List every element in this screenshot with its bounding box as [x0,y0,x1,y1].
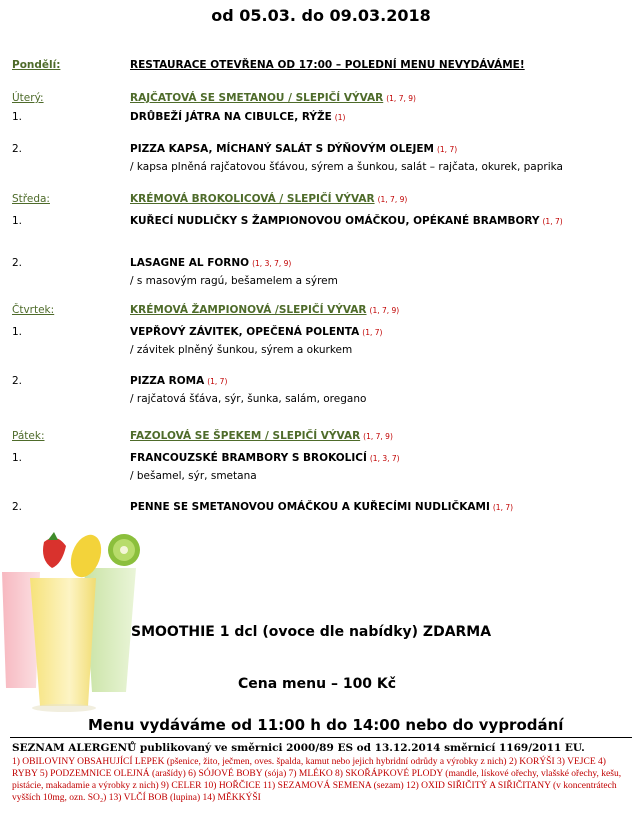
dish-allergens: (1, 7) [207,377,228,386]
dish [130,326,382,338]
dish-name: VEPŘOVÝ ZÁVITEK, OPEČENÁ POLENTA [130,326,360,338]
soup-allergens: (1, 7, 9) [363,432,393,441]
item-number: 2. [12,375,23,387]
soup-name: FAZOLOVÁ SE ŠPEKEM / SLEPIČÍ VÝVAR [130,430,361,442]
day-label-wednesday: Středa: [12,193,50,205]
dish-name: KUŘECÍ NUDLIČKY S ŽAMPIONOVOU OMÁČKOU, OPÉKANÉ BRAMBORY [130,215,540,227]
dish-description: / bešamel, sýr, smetana [130,470,257,482]
soup-wednesday [130,193,407,205]
menu-price: Cena menu – 100 Kč [238,676,397,692]
item-number: 2. [12,143,23,155]
soup-name: KRÉMOVÁ BROKOLICOVÁ / SLEPIČÍ VÝVAR [130,193,375,205]
dish [130,215,563,227]
soup-allergens: (1, 7, 9) [377,195,408,204]
dish-allergens: (1, 7) [542,217,563,226]
dish-allergens: (1, 7) [492,503,514,512]
strawberry-icon [43,538,66,568]
dish-name: FRANCOUZSKÉ BRAMBORY S BROKOLICÍ [130,452,367,464]
dish [130,375,227,387]
dish [130,111,345,123]
day-label-monday: Pondělí: [12,59,61,71]
dish [130,501,513,513]
page-title: od 05.03. do 09.03.2018 [211,6,431,25]
dish-name: PIZZA ROMA [130,375,205,387]
dish [130,257,291,269]
item-number: 1. [12,215,23,227]
item-number: 1. [12,111,23,123]
yellow-smoothie-glass [30,578,96,706]
dish-allergens: (1, 3, 7, 9) [252,259,292,268]
item-number: 2. [12,257,23,269]
dish-description: / s masovým ragú, bešamelem a sýrem [130,275,338,287]
dish-allergens: (1, 7) [436,145,458,154]
dish-name: PENNE SE SMETANOVOU OMÁČKOU A KUŘECÍMI NUDLIČKAMI [130,501,490,513]
allergen-list: 1) OBILOVINY OBSAHUJÍCÍ LEPEK (pšenice, žito, ječmen, oves. špalda, kamut nebo jejich hybridní odrůdy a výrobky z nich) 2) KORÝŠI 3) VEJCE 4) RYBY 5) PODZEMNICE OLEJNÁ (arašídy) 6) SÓJOVÉ BOBY (sója) 7) MLÉKO 8) SKOŘÁPKOVÉ PLODY (mandle, lískové ořechy, vlašské ořechy, kešu, pistácie, makadamie a výrobky z nich) 9) CELER 10) HOŘČICE 11) SEZAMOVÁ SEMENA (sezam) 12) OXID SIŘIČITÝ A SIŘIČITANY (v koncentrátech vyšších 10mg, ozn. SO₂) 13) VLČÍ BOB (lupina) 14) MĚKKÝŠI [12,757,622,803]
smoothie-offer: SMOOTHIE 1 dcl (ovoce dle nabídky) ZDARMA [131,624,492,640]
smoothie-glasses-image [0,520,150,720]
item-number: 1. [12,326,23,338]
dish-description: / rajčatová šťáva, sýr, šunka, salám, oregano [130,393,367,405]
dish-description: / závitek plněný šunkou, sýrem a okurkem [130,344,353,356]
divider [10,737,632,738]
soup-friday [130,430,393,442]
dish-name: LASAGNE AL FORNO [130,257,250,269]
dish [130,452,400,464]
serving-hours: Menu vydáváme od 11:00 h do 14:00 nebo do vyprodání [88,716,564,734]
soup-tuesday [130,92,416,104]
dish [130,143,457,155]
soup-name: RAJČATOVÁ SE SMETANOU / SLEPIČÍ VÝVAR [130,92,384,104]
dish-allergens: (1, 3, 7) [369,454,400,463]
dish-name: PIZZA KAPSA, MÍCHANÝ SALÁT S DÝŇOVÝM OLEJEM [130,143,434,155]
day-label-friday: Pátek: [12,430,45,442]
dish-description: / kapsa plněná rajčatovou šťávou, sýrem a šunkou, salát – rajčata, okurek, paprika [130,161,563,173]
soup-name: KRÉMOVÁ ŽAMPIONOVÁ /SLEPIČÍ VÝVAR [130,304,367,316]
soup-allergens: (1, 7, 9) [386,94,416,103]
dish-allergens: (1, 7) [362,328,383,337]
allergen-heading: SEZNAM ALERGENŮ publikovaný ve směrnici 2000/89 ES od 13.12.2014 směrnicí 1169/2011 EU. [12,742,585,754]
item-number: 2. [12,501,23,513]
monday-notice: RESTAURACE OTEVŘENA OD 17:00 – POLEDNÍ MENU NEVYDÁVÁME! [130,59,525,71]
soup-thursday [130,304,399,316]
dish-name: DRŮBEŽÍ JÁTRA NA CIBULCE, RÝŽE [130,111,332,123]
day-label-thursday: Čtvrtek: [12,304,55,316]
dish-allergens: (1) [334,113,346,122]
day-label-tuesday: Úterý: [12,92,44,104]
soup-allergens: (1, 7, 9) [369,306,400,315]
item-number: 1. [12,452,23,464]
